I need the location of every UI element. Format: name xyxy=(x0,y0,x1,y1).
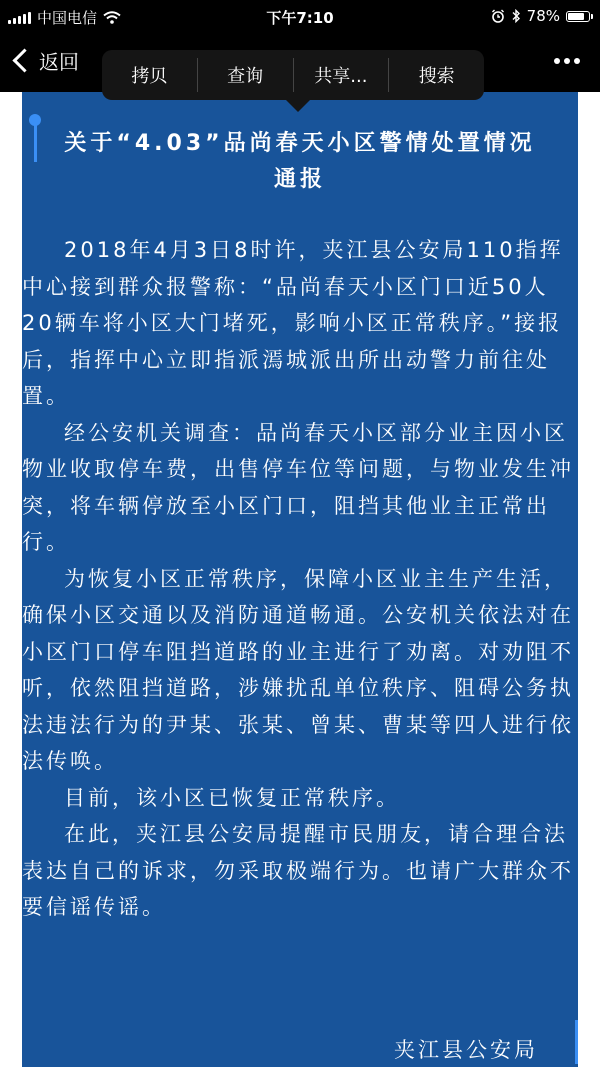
notice-image[interactable] xyxy=(22,92,578,1067)
notice-title-line2: 通报 xyxy=(273,167,326,192)
notice-signature: 夹江县公安局 xyxy=(394,1038,538,1062)
back-button[interactable] xyxy=(12,46,79,75)
dot-icon xyxy=(554,58,560,64)
notice-paragraph: 在此，夹江县公安局提醒市民朋友，请合理合法表达自己的诉求，勿采取极端行为。也请广大群众不要信谣传谣。 xyxy=(22,822,574,919)
selection-end-handle[interactable] xyxy=(575,1020,578,1064)
notice-body xyxy=(22,232,578,926)
dot-icon xyxy=(574,58,580,64)
status-bar xyxy=(0,0,600,34)
dot-icon xyxy=(564,58,570,64)
notice-title xyxy=(22,126,578,198)
status-time: 下午7:10 xyxy=(266,9,334,27)
chevron-left-icon xyxy=(12,48,36,72)
battery-icon xyxy=(566,11,590,22)
menu-pointer xyxy=(286,100,310,112)
status-right xyxy=(491,7,590,25)
notice-paragraph: 为恢复小区正常秩序，保障小区业主生产生活，确保小区交通以及消防通道畅通。公安机关依法对在小区门口停车阻挡道路的业主进行了劝离。对劝阻不听，依然阻挡道路，涉嫌扰乱单位秩序、阻碍公务执法违法行为的尹某、张某、曾某、曹某等四人进行依法传唤。 xyxy=(22,566,574,773)
carrier-name: 中国电信 xyxy=(37,9,98,27)
back-label: 返回 xyxy=(39,50,79,74)
menu-item-search[interactable]: 搜索 xyxy=(418,66,455,87)
menu-item-copy[interactable]: 拷贝 xyxy=(131,66,168,87)
bluetooth-icon xyxy=(511,9,521,23)
battery-percent: 78% xyxy=(526,7,560,25)
notice-paragraph: 目前，该小区已恢复正常秩序。 xyxy=(64,785,400,810)
notice-paragraph: 2018年4月3日8时许，夹江县公安局110指挥中心接到群众报警称：“品尚春天小区门口近50人20辆车将小区大门堵死，影响小区正常秩序。”接报后，指挥中心立即指派漹城派出所出动警力前往处置。 xyxy=(22,238,564,408)
menu-item-lookup[interactable]: 查询 xyxy=(227,66,264,87)
notice-title-line1: 关于“4.03”品尚春天小区警情处置情况 xyxy=(64,131,536,156)
context-menu xyxy=(102,50,484,100)
notice-paragraph: 经公安机关调查：品尚春天小区部分业主因小区物业收取停车费，出售停车位等问题，与物业发生冲突，将车辆停放至小区门口，阻挡其他业主正常出行。 xyxy=(22,420,574,554)
more-options-button[interactable] xyxy=(554,58,580,64)
alarm-clock-icon xyxy=(491,9,505,23)
menu-item-share[interactable]: 共享... xyxy=(314,66,368,87)
